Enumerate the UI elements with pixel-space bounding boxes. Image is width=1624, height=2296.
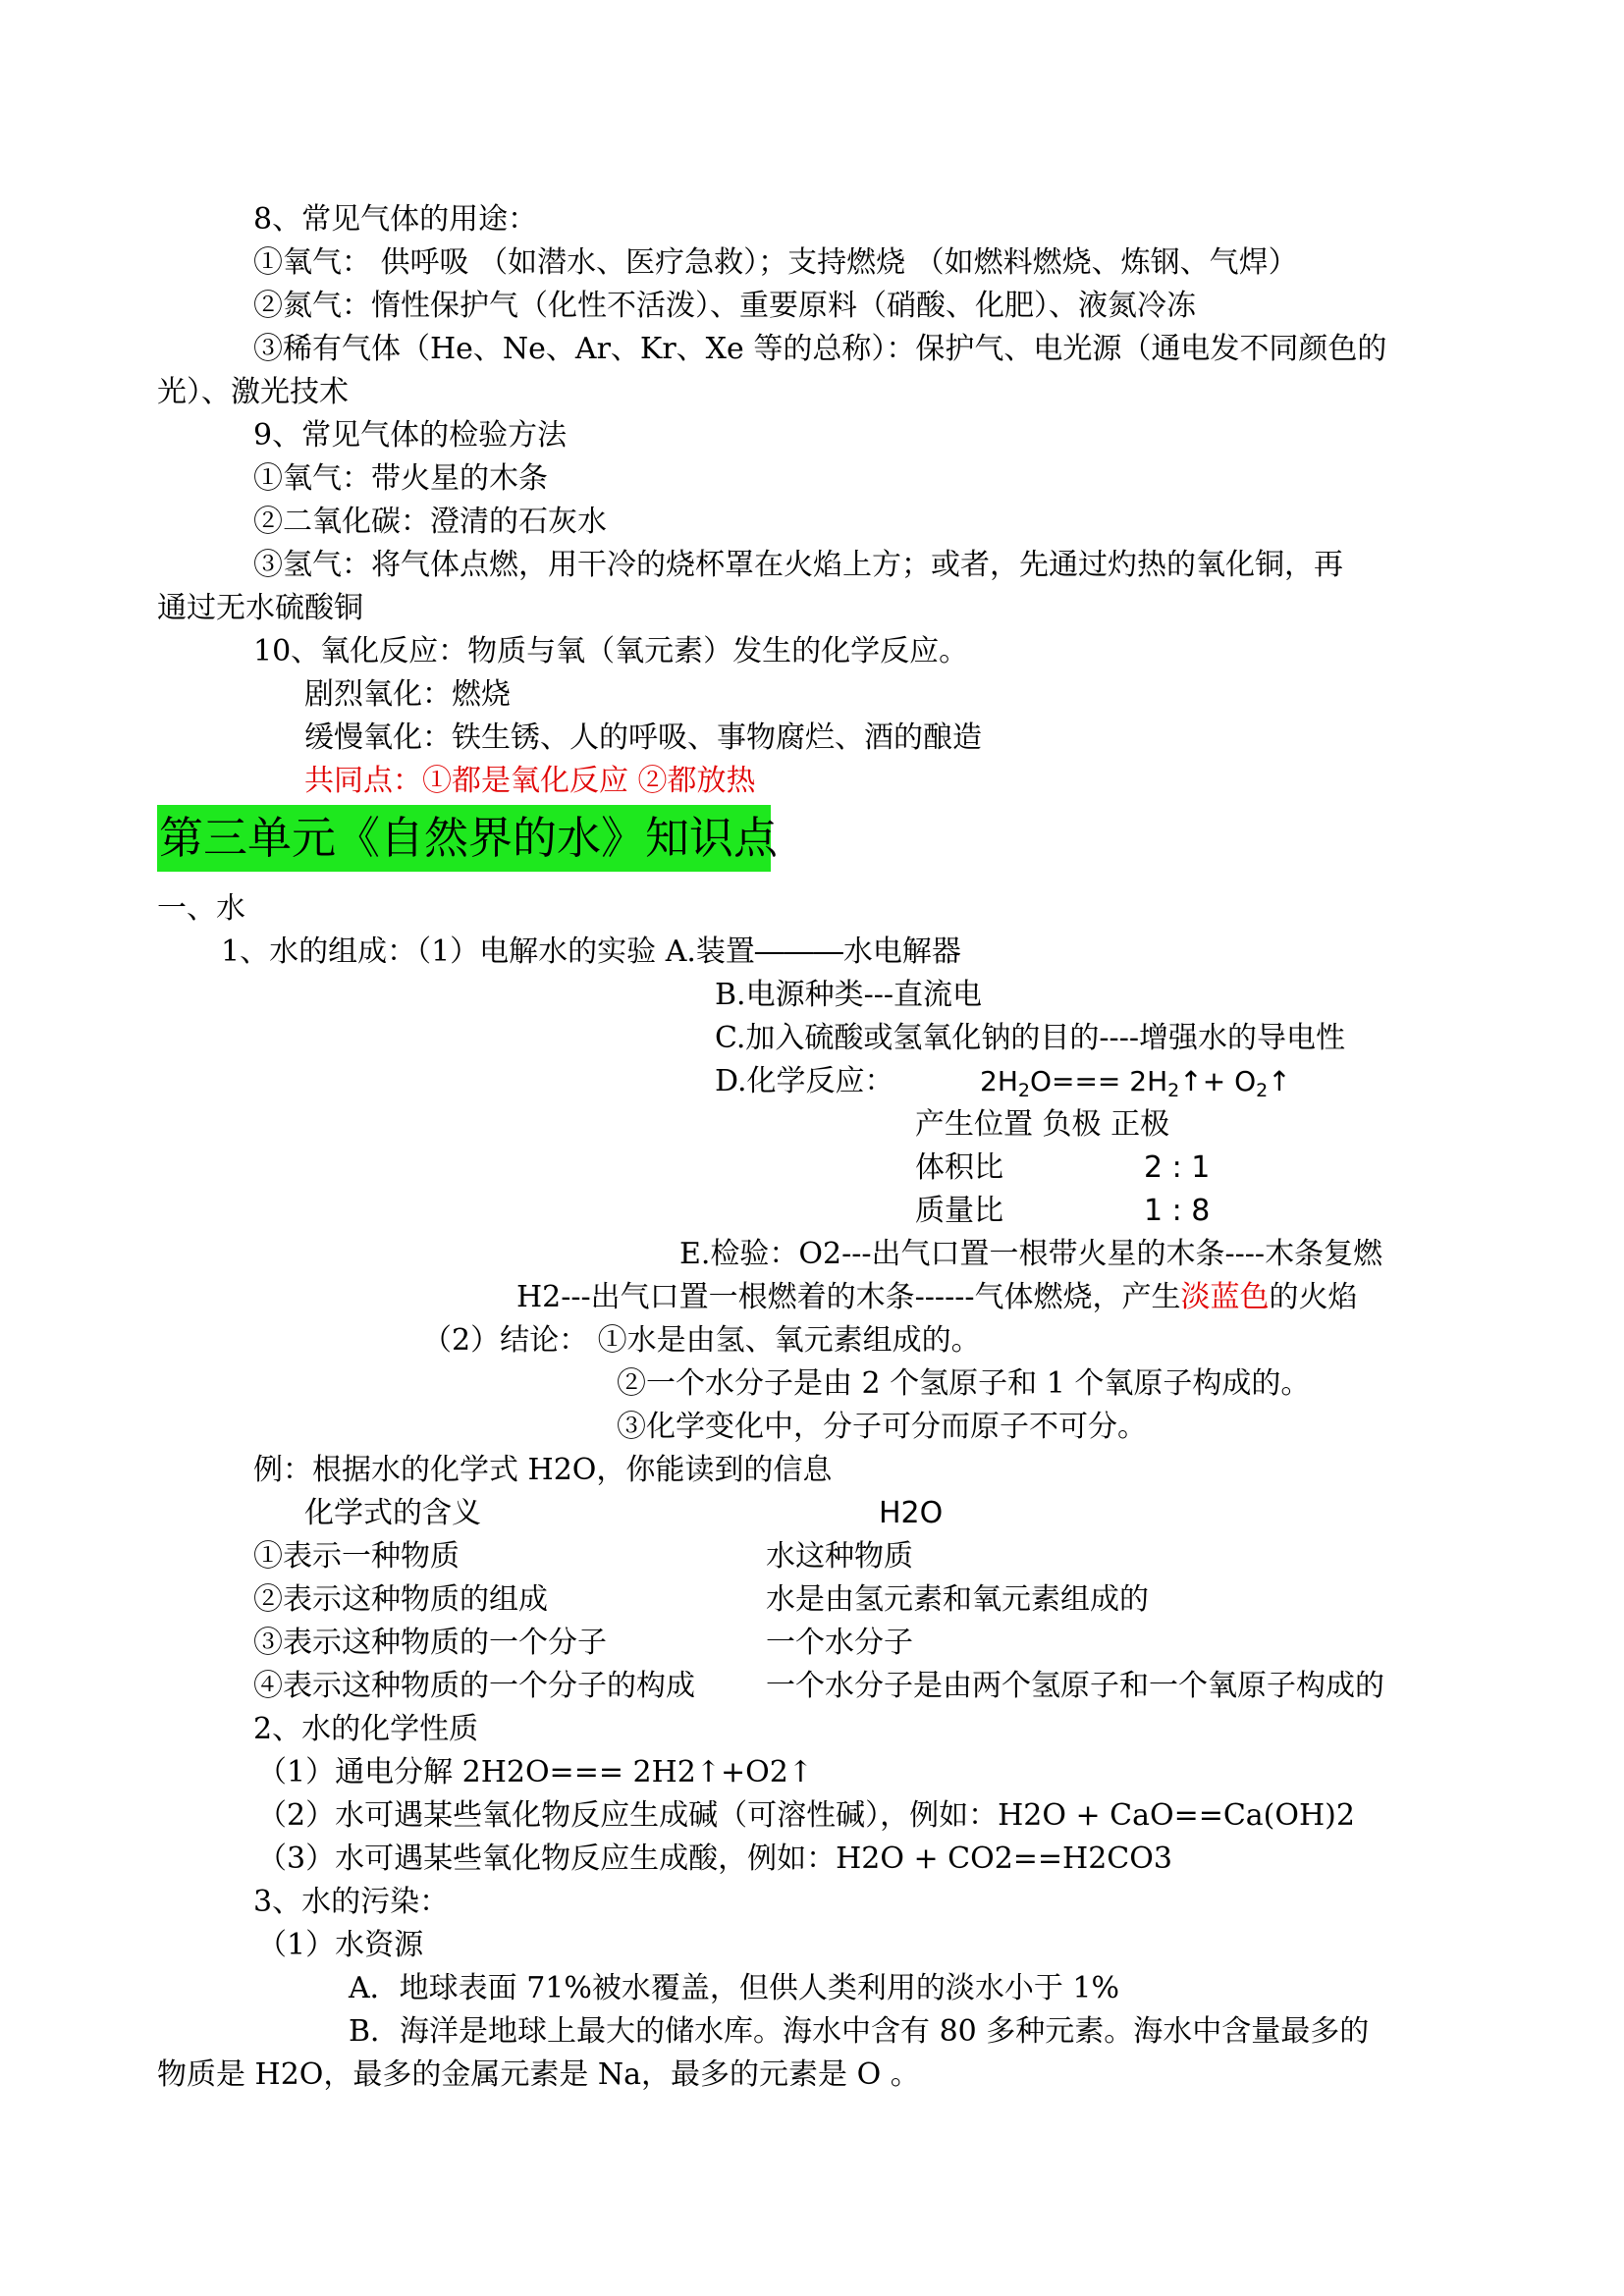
mass-ratio-value: 1 : 8 [1144, 1194, 1211, 1228]
water-composition-line: 1、水的组成：（1）电解水的实验 A.装置―――水电解器 [221, 934, 961, 969]
section-9-line-oxygen: ①氧气：带火星的木条 [253, 461, 548, 496]
section-9-title: 9、常见气体的检验方法 [253, 418, 568, 453]
section-8-line-noble-gas-cont: 光）、激光技术 [157, 375, 349, 409]
section-9-line-hydrogen-cont: 通过无水硫酸铜 [157, 591, 363, 625]
section-8-line-noble-gas: ③稀有气体（He、Ne、Ar、Kr、Xe 等的总称）：保护气、电光源（通电发不同颜色的 [253, 332, 1387, 366]
property-line-2: （2）水可遇某些氧化物反应生成碱（可溶性碱），例如：H2O + CaO==Ca(OH)2 [257, 1798, 1355, 1833]
water-resources-line-b: B．海洋是地球上最大的储水库。海水中含有 80 多种元素。海水中含量最多的 [349, 2014, 1370, 2049]
section-10-line-intense: 剧烈氧化：燃烧 [304, 677, 511, 712]
section-8-title: 8、常见气体的用途： [253, 202, 538, 237]
property-line-1: （1）通电分解 2H2O=== 2H2↑+O2↑ [257, 1755, 813, 1789]
water-heading: 一、水 [157, 891, 245, 926]
formula-table-row-1-left: ①表示一种物质 [253, 1539, 460, 1574]
electrolysis-acid-line: C.加入硫酸或氢氧化钠的目的----增强水的导电性 [715, 1021, 1345, 1055]
formula-table-row-4-left: ④表示这种物质的一个分子的构成 [253, 1669, 695, 1703]
gas-position-row: 产生位置 负极 正极 [915, 1107, 1170, 1142]
formula-table-row-3-right: 一个水分子 [766, 1626, 913, 1660]
test-oxygen-line: E.检验：O2---出气口置一根带火星的木条----木条复燃 [679, 1237, 1383, 1271]
water-resources-title: （1）水资源 [257, 1928, 424, 1962]
pollution-title: 3、水的污染： [253, 1885, 450, 1919]
unit-heading: 第三单元《自然界的水》知识点 [157, 805, 771, 872]
formula-table-header-right: H2O [879, 1496, 944, 1530]
mass-ratio-label: 质量比 [915, 1194, 1003, 1228]
section-8-line-oxygen: ①氧气： 供呼吸 （如潜水、医疗急救）；支持燃烧 （如燃料燃烧、炼钢、气焊） [253, 245, 1298, 280]
formula-table-row-4-right: 一个水分子是由两个氢原子和一个氧原子构成的 [766, 1669, 1384, 1703]
section-9-line-co2: ②二氧化碳：澄清的石灰水 [253, 505, 607, 539]
electrolysis-power-line: B.电源种类---直流电 [715, 978, 982, 1012]
chemical-properties-title: 2、水的化学性质 [253, 1712, 479, 1746]
section-10-line-slow: 缓慢氧化：铁生锈、人的呼吸、事物腐烂、酒的酿造 [304, 721, 982, 755]
section-10-title: 10、氧化反应：物质与氧（氧元素）发生的化学反应。 [253, 634, 969, 668]
section-8-line-nitrogen: ②氮气：惰性保护气（化性不活泼）、重要原料（硝酸、化肥）、液氮冷冻 [253, 289, 1196, 323]
property-line-3: （3）水可遇某些氧化物反应生成酸，例如：H2O + CO2==H2CO3 [257, 1842, 1172, 1876]
conclusion-line-3: ③化学变化中，分子可分而原子不可分。 [617, 1410, 1147, 1444]
formula-table-header-left: 化学式的含义 [304, 1496, 481, 1530]
electrolysis-reaction-label: D.化学反应： [715, 1064, 894, 1098]
example-line: 例：根据水的化学式 H2O，你能读到的信息 [253, 1453, 833, 1487]
electrolysis-equation: $2H_2O===$ $2H_2↑+$ $O_2↑$ [980, 1065, 1291, 1101]
formula-table-row-2-right: 水是由氢元素和氧元素组成的 [766, 1582, 1149, 1617]
conclusion-line-1: （2）结论： ①水是由氢、氧元素组成的。 [422, 1323, 981, 1358]
formula-table-row-2-left: ②表示这种物质的组成 [253, 1582, 548, 1617]
water-resources-line-b-cont: 物质是 H2O，最多的金属元素是 Na，最多的元素是 O 。 [157, 2057, 920, 2092]
pale-blue-highlight: 淡蓝色 [1180, 1280, 1270, 1314]
volume-ratio-value: 2 : 1 [1144, 1150, 1211, 1185]
formula-table-row-3-left: ③表示这种物质的一个分子 [253, 1626, 607, 1660]
section-9-line-hydrogen: ③氢气：将气体点燃，用干冷的烧杯罩在火焰上方；或者，先通过灼热的氧化铜，再 [253, 548, 1343, 582]
section-10-line-common: 共同点：①都是氧化反应 ②都放热 [304, 764, 756, 798]
test-hydrogen-line: H2---出气口置一根燃着的木条------气体燃烧，产生淡蓝色的火焰 [516, 1280, 1358, 1314]
water-resources-line-a: A．地球表面 71%被水覆盖，但供人类利用的淡水小于 1% [349, 1971, 1120, 2005]
conclusion-line-2: ②一个水分子是由 2 个氢原子和 1 个氧原子构成的。 [617, 1366, 1311, 1401]
formula-table-row-1-right: 水这种物质 [766, 1539, 913, 1574]
volume-ratio-label: 体积比 [915, 1150, 1003, 1185]
